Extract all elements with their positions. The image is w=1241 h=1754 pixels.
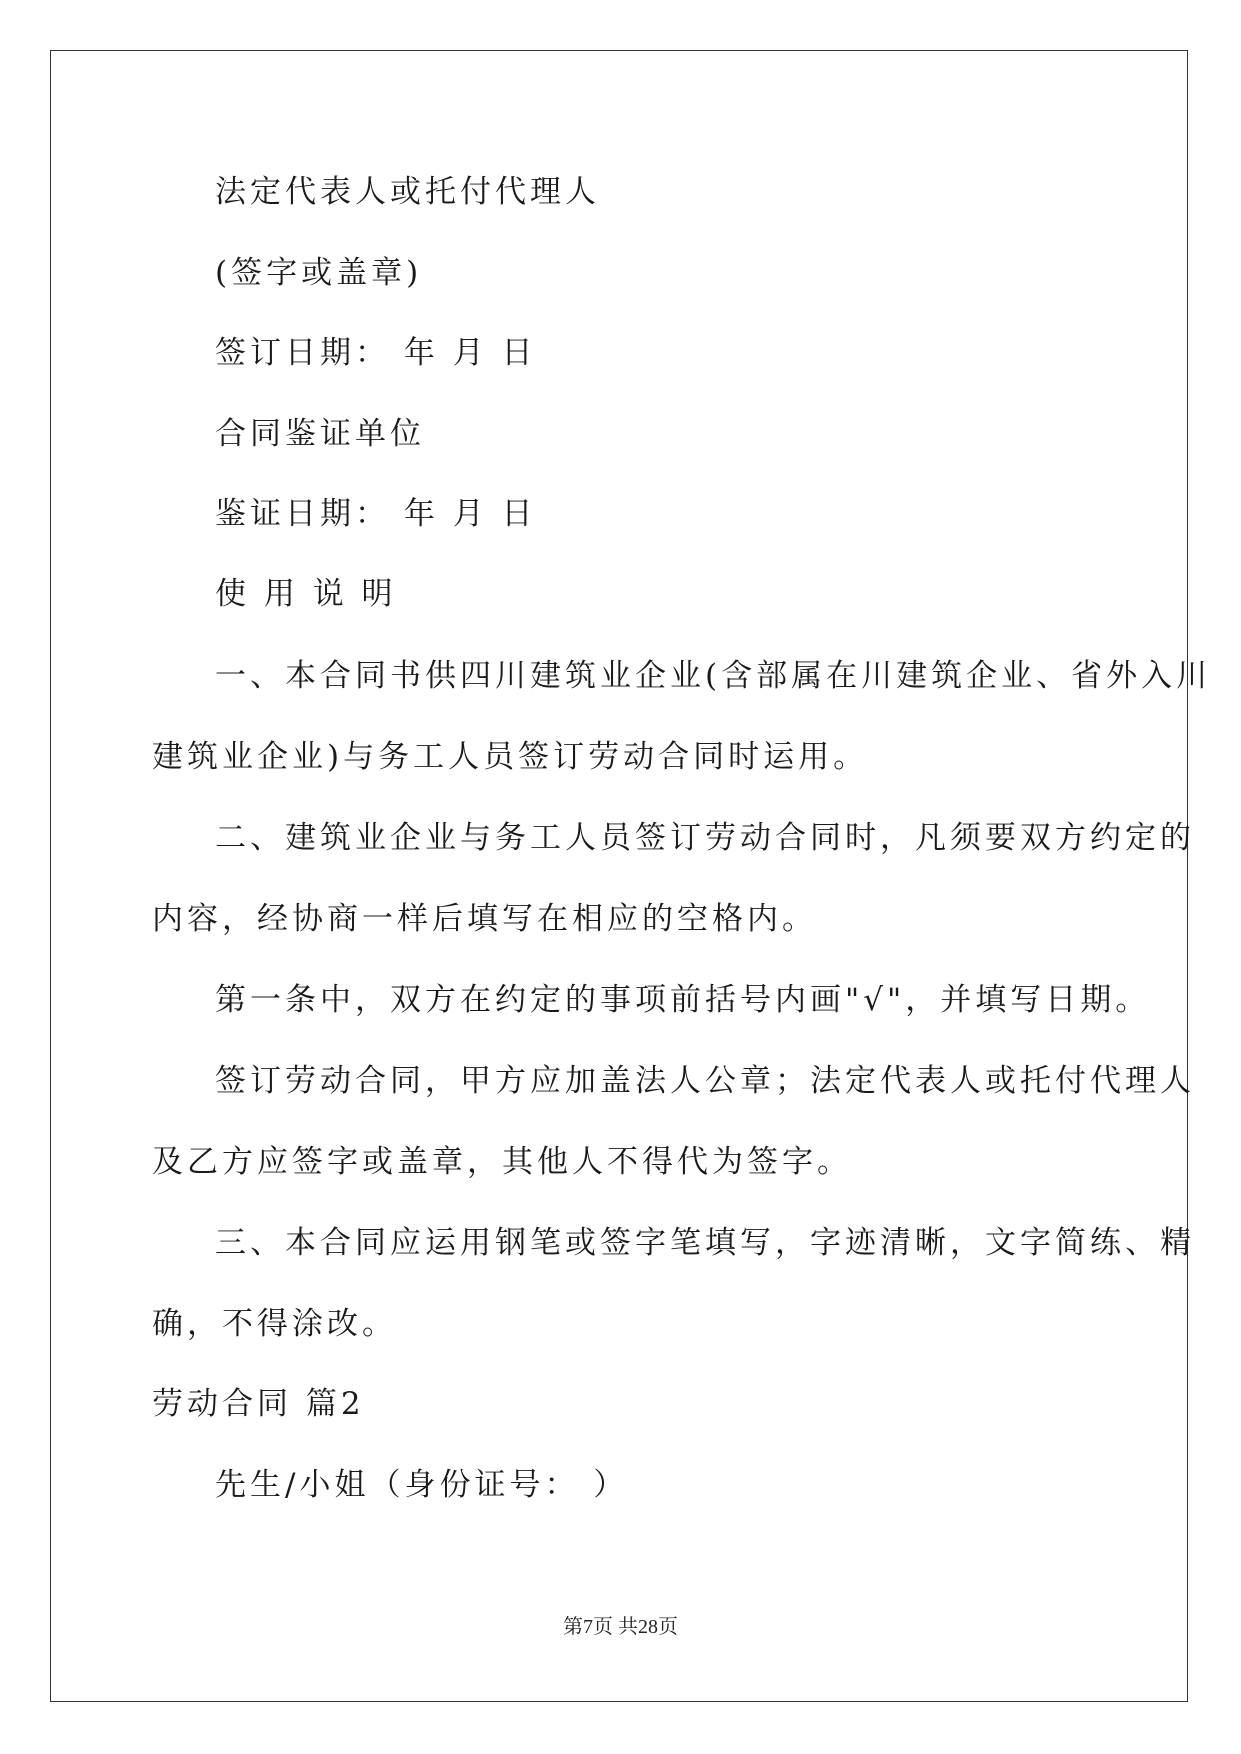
page-number: 第7页 共28页 bbox=[563, 1616, 678, 1638]
text-line: (签字或盖章) bbox=[215, 255, 423, 291]
section-heading: 使 用 说 明 bbox=[215, 576, 397, 612]
text-line: 内容，经协商一样后填写在相应的空格内。 bbox=[152, 901, 817, 937]
text-line: 二、建筑业企业与务工人员签订劳动合同时，凡须要双方约定的 bbox=[215, 820, 1195, 856]
text-line: 签订劳动合同，甲方应加盖法人公章；法定代表人或托付代理人 bbox=[215, 1063, 1195, 1099]
text-line: 法定代表人或托付代理人 bbox=[215, 174, 600, 210]
text-line: 签订日期： 年 月 日 bbox=[215, 335, 537, 371]
text-line: 合同鉴证单位 bbox=[215, 416, 425, 452]
text-line: 三、本合同应运用钢笔或签字笔填写，字迹清晰，文字简练、精 bbox=[215, 1225, 1195, 1261]
text-line: 第一条中，双方在约定的事项前括号内画"√"，并填写日期。 bbox=[215, 982, 1151, 1018]
text-line: 一、本合同书供四川建筑业企业(含部属在川建筑企业、省外入川 bbox=[215, 658, 1212, 694]
section-title: 劳动合同 篇2 bbox=[152, 1386, 365, 1422]
text-line: 确，不得涂改。 bbox=[152, 1306, 397, 1342]
text-line: 及乙方应签字或盖章，其他人不得代为签字。 bbox=[152, 1144, 852, 1180]
page-border bbox=[50, 50, 1188, 1702]
text-line: 鉴证日期： 年 月 日 bbox=[215, 496, 537, 532]
text-line: 先生/小姐（身份证号： ） bbox=[215, 1467, 629, 1503]
text-line: 建筑业企业)与务工人员签订劳动合同时运用。 bbox=[152, 739, 869, 775]
